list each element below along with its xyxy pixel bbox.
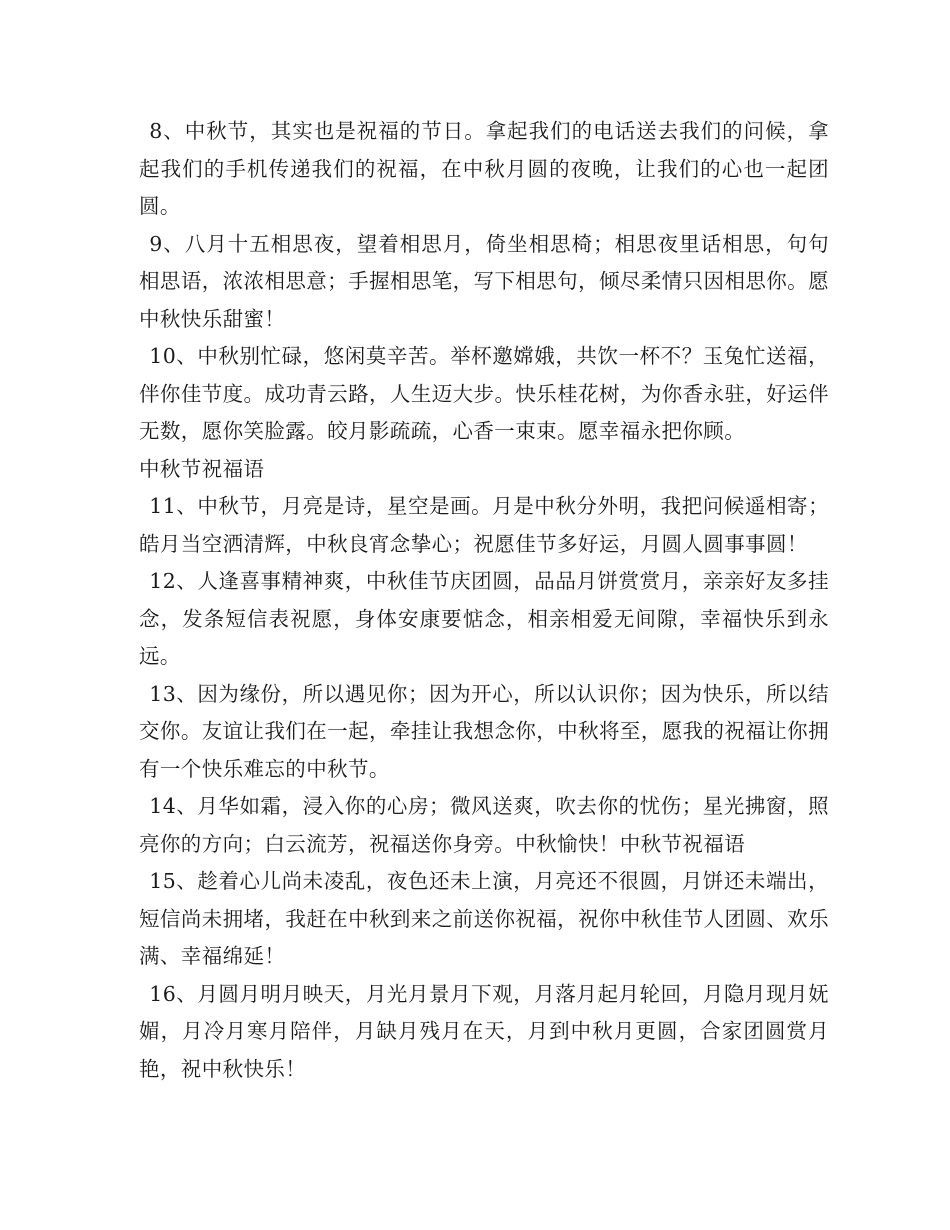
paragraph-13: 13、因为缘份，所以遇见你；因为开心，所以认识你；因为快乐，所以结交你。友谊让我们在一起，牵挂让我想念你，中秋将至，愿我的祝福让你拥有一个快乐难忘的中秋节。 [139, 681, 829, 781]
paragraph-8: 8、中秋节，其实也是祝福的节日。拿起我们的电话送去我们的问候，拿起我们的手机传递我们的祝福，在中秋月圆的夜晚，让我们的心也一起团圆。 [139, 119, 829, 218]
paragraph-10: 10、中秋别忙碌，悠闲莫辛苦。举杯邀嫦娥，共饮一杯不？玉兔忙送福，伴你佳节度。成功青云路，人生迈大步。快乐桂花树，为你香永驻，好运伴无数，愿你笑脸露。皎月影疏疏，心香一束束。愿幸福永把你顾。 [139, 344, 829, 443]
document-body [139, 113, 829, 1088]
paragraph-12: 12、人逢喜事精神爽，中秋佳节庆团圆，品品月饼赏赏月，亲亲好友多挂念，发条短信表祝愿，身体安康要惦念，相亲相爱无间隙，幸福快乐到永远。 [139, 569, 829, 668]
section-heading: 中秋节祝福语 [139, 456, 265, 481]
paragraph-14: 14、月华如霜，浸入你的心房；微风送爽，吹去你的忧伤；星光拂窗，照亮你的方向；白云流芳，祝福送你身旁。中秋愉快！中秋节祝福语 [139, 794, 829, 856]
paragraph-11: 11、中秋节，月亮是诗，星空是画。月是中秋分外明，我把问候遥相寄；皓月当空洒清辉，中秋良宵念挚心；祝愿佳节多好运，月圆人圆事事圆！ [139, 494, 829, 556]
paragraph-16: 16、月圆月明月映天，月光月景月下观，月落月起月轮回，月隐月现月妩媚，月冷月寒月陪伴，月缺月残月在天，月到中秋月更圆，合家团圆赏月艳，祝中秋快乐！ [139, 981, 829, 1081]
paragraph-9: 9、八月十五相思夜，望着相思月，倚坐相思椅；相思夜里话相思，句句相思语，浓浓相思意；手握相思笔，写下相思句，倾尽柔情只因相思你。愿中秋快乐甜蜜！ [139, 231, 829, 331]
paragraph-15: 15、趁着心儿尚未凌乱，夜色还未上演，月亮还不很圆，月饼还未端出，短信尚未拥堵，我赶在中秋到来之前送你祝福，祝你中秋佳节人团圆、欢乐满、幸福绵延！ [139, 869, 829, 968]
